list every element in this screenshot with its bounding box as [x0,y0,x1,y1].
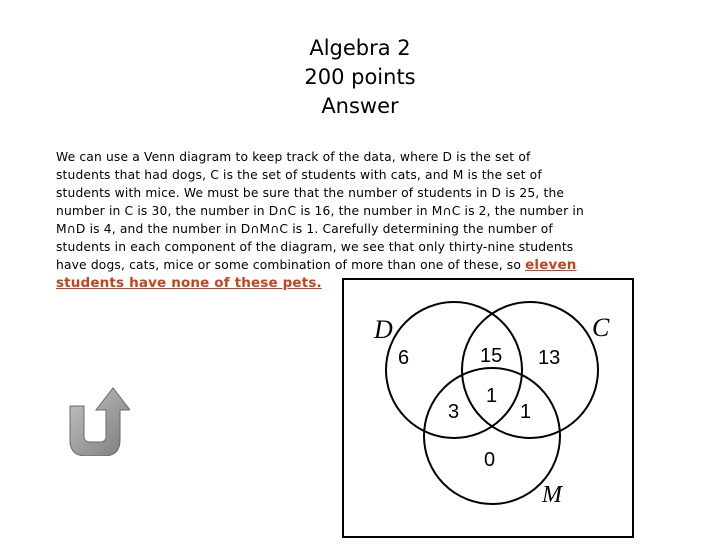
venn-diagram [342,278,640,540]
region-m-only: 0 [484,449,496,471]
answer-highlight-2: students have none of these pets. [56,275,322,291]
paragraph-line: students in each component of the diagram, we see that only thirty-nine students [56,240,574,254]
answer-paragraph [56,148,646,292]
region-all-three: 1 [486,385,498,407]
label-d: D [374,315,393,344]
region-d-and-m: 3 [448,401,460,423]
paragraph-line-last [56,256,646,274]
region-c-and-m: 1 [520,401,532,423]
paragraph-line: M∩D is 4, and the number in D∩M∩C is 1. Carefully determining the number of [56,222,553,236]
title-line-3: Answer [321,94,399,118]
paragraph-text: have dogs, cats, mice or some combination of more than one of these, so [56,258,526,272]
region-d-and-c: 15 [480,345,503,367]
title-line-1: Algebra 2 [309,36,411,60]
label-c: C [592,313,610,342]
paragraph-line: students with mice. We must be sure that the number of students in D is 25, the [56,186,565,200]
region-d-only: 6 [398,347,410,369]
return-arrow-icon[interactable] [66,384,130,456]
paragraph-line: students that had dogs, C is the set of students with cats, and M is the set of [56,168,542,182]
paragraph-line: We can use a Venn diagram to keep track of the data, where D is the set of [56,150,531,164]
title-line-2: 200 points [304,65,416,89]
label-m: M [542,482,562,508]
answer-highlight-1: eleven [525,257,577,273]
region-c-only: 13 [538,347,561,369]
paragraph-line: number in C is 30, the number in D∩C is 16, the number in M∩C is 2, the number in [56,204,584,218]
slide-title [0,34,720,121]
